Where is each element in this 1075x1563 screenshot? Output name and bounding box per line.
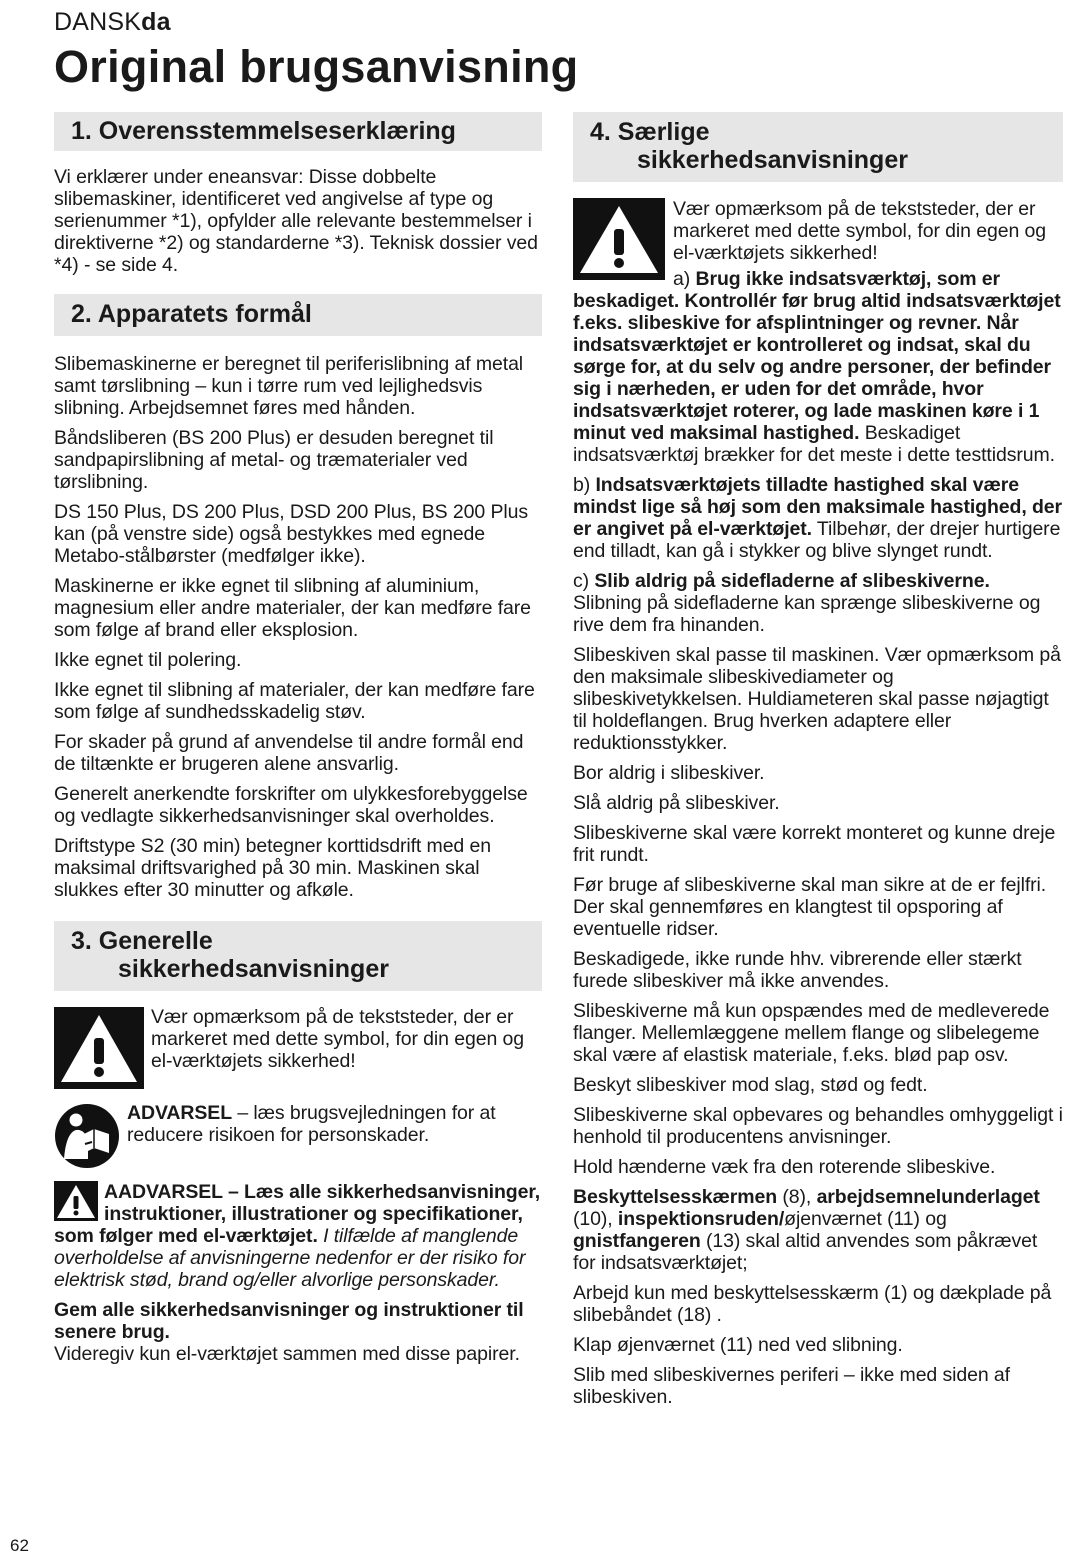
safety-paragraph: Slå aldrig på slibeskiver.	[573, 792, 780, 814]
purpose-paragraph: Generelt anerkendte forskrifter om ulykkesforebyggelse og vedlagte sikkerhedsanvisninger skal overholdes.	[54, 783, 528, 827]
safety-paragraph: Beskadigede, ikke runde hhv. vibrerende eller stærkt furede slibeskiver må ikke anvendes.	[573, 948, 1022, 992]
item-c-prefix: c)	[573, 570, 595, 592]
item-b-bold: Indsatsværktøjets tilladte hastighed skal være mindst lige så høj som den maksimale hastighed, der er angivet på el-værktøjet.	[573, 474, 1063, 540]
advarsel-label: ADVARSEL	[127, 1102, 233, 1124]
inspection-window-label: inspektionsruden/	[617, 1208, 785, 1230]
language-label	[54, 6, 171, 38]
item-c-bold: Slib aldrig på sidefladerne af slibeskiverne.	[594, 570, 990, 592]
small-warning-icon	[54, 1181, 98, 1221]
special-warning-text: Vær opmærksom på de tekststeder, der er markeret med dette symbol, for din egen og el-værktøjets sikkerhed!	[673, 198, 1046, 264]
item-b-rest: Tilbehør, der drejer hurtigere end tilladt, kan gå i stykker og blive slynget rundt.	[573, 518, 1061, 562]
safety-paragraph: Slibeskiverne skal opbevares og behandles omhyggeligt i henhold til producentens anvisninger.	[573, 1104, 1063, 1148]
declaration-text: Vi erklærer under eneansvar: Disse dobbelte slibemaskiner, identificeret ved angivelse af type og serienummer *1), opfylder alle relevante bestemmelser i direktiverne *2) og standarderne *3). Teknisk dossier ved *4) - se side 4.	[54, 166, 538, 276]
item-b-prefix: b)	[573, 474, 596, 496]
item-c-rest: Slibning på sidefladerne kan sprænge slibeskiverne og rive dem fra hinanden.	[573, 592, 1041, 636]
page-number: 62	[10, 1536, 29, 1555]
section-4-heading	[573, 112, 1063, 182]
purpose-paragraph: Maskinerne er ikke egnet til slibning af aluminium, magnesium eller andre materialer, der kan medføre fare som følge af brand eller eksplosion.	[54, 575, 531, 641]
section-3-heading-line1: 3. Generelle	[71, 927, 213, 955]
workpiece-rest-label: arbejdsemnelunderlaget	[816, 1186, 1040, 1208]
purpose-paragraph: Ikke egnet til polering.	[54, 649, 242, 671]
section-3-heading	[54, 921, 542, 991]
safety-paragraph: Arbejd kun med beskyttelsesskærm (1) og dækplade på slibebåndet (18) .	[573, 1282, 1052, 1326]
protection-paragraph	[573, 1186, 1063, 1274]
left-column	[54, 112, 542, 1365]
purpose-paragraph: DS 150 Plus, DS 200 Plus, DSD 200 Plus, BS 200 Plus kan (på venstre side) også bestykkes med egnede Metabo-stålbørster (medfølger ikke).	[54, 501, 528, 567]
item-a-bold: Brug ikke indsatsværktøj, som er beskadiget. Kontrollér før brug altid indsatsværktøjet f.eks. slibeskive for afsplintninger og revner. Når indsatsværktøjet er kontrolleret og indsat, skal du sørge for, at du selv og andre personer, der befinder sig i nærheden, er uden for det område, hvor indsatsværktøjet roterer, og lade maskinen køre i 1 minut ved maksimal hastighed.	[573, 268, 1061, 444]
purpose-paragraph: For skader på grund af anvendelse til andre formål end de tiltænkte er brugeren alene ansvarlig.	[54, 731, 524, 775]
section-1-heading: 1. Overensstemmelseserklæring	[54, 112, 542, 151]
aadvarsel-block	[54, 1181, 542, 1291]
keep-instructions-bold: Gem alle sikkerhedsanvisninger og instruktioner til senere brug.	[54, 1299, 524, 1343]
section-4-heading-line1: 4. Særlige	[590, 118, 710, 146]
item-a	[573, 268, 1063, 466]
general-warning-text: Vær opmærksom på de tekststeder, der er markeret med dette symbol, for din egen og el-værktøjets sikkerhed!	[151, 1006, 524, 1072]
aadvarsel-italic: I tilfælde af manglende overholdelse af anvisningerne nedenfor er der risiko for elektrisk stød, brand og/eller alvorlige personskader.	[54, 1225, 526, 1291]
aadvarsel-bold: AADVARSEL – Læs alle sikkerhedsanvisninger, instruktioner, illustrationer og specifikationer, som følger med el-værktøjet.	[54, 1181, 541, 1247]
safety-paragraph: Slibeskiverne må kun opspændes med de medleverede flanger. Mellemlæggene mellem flange og slibelegeme skal være af elastisk materiale, f.eks. blød pap osv.	[573, 1000, 1050, 1066]
safety-paragraph: Beskyt slibeskiver mod slag, stød og fedt.	[573, 1074, 928, 1096]
item-a-prefix: a)	[673, 268, 696, 290]
safety-paragraph: Slibeskiverne skal være korrekt monteret og kunne dreje frit rundt.	[573, 822, 1056, 866]
purpose-paragraph: Ikke egnet til slibning af materialer, der kan medføre fare som følge af sundhedsskadelig støv.	[54, 679, 535, 723]
keep-instructions-text	[54, 1299, 542, 1365]
safety-paragraph: Slib med slibeskivernes periferi – ikke med siden af slibeskiven.	[573, 1364, 1010, 1408]
advarsel-text	[127, 1102, 542, 1146]
right-column	[573, 112, 1063, 1408]
purpose-paragraph: Båndsliberen (BS 200 Plus) er desuden beregnet til sandpapirslibning af metal- og træmaterialer ved tørslibning.	[54, 427, 494, 493]
item-c	[573, 570, 1063, 636]
purpose-paragraph: Slibemaskinerne er beregnet til periferislibning af metal samt tørslibning – kun i tørre rum ved lejlighedsvis slibning. Arbejdsemnet føres med hånden.	[54, 353, 524, 419]
item-b	[573, 474, 1063, 562]
protection-text: (10),	[573, 1208, 618, 1230]
safety-paragraph: Klap øjenværnet (11) ned ved slibning.	[573, 1334, 903, 1356]
section-3-heading-line2: sikkerhedsanvisninger	[118, 955, 389, 983]
page-title: Original brugsanvisning	[54, 41, 579, 92]
language-code: da	[141, 8, 171, 36]
general-warning-block	[54, 1007, 542, 1089]
item-a-rest: Beskadiget indsatsværktøj brækker for det meste i dette testtidsrum.	[573, 422, 1055, 466]
special-warning-block	[573, 198, 1063, 466]
protection-guard-label: Beskyttelsesskærmen	[573, 1186, 778, 1208]
warning-triangle-icon	[54, 1007, 144, 1089]
aadvarsel-text	[54, 1181, 542, 1291]
protection-text: øjenværnet (11) og	[784, 1208, 947, 1230]
read-manual-icon	[54, 1103, 120, 1169]
language-name: DANSK	[54, 8, 142, 36]
safety-paragraph: Slibeskiven skal passe til maskinen. Vær opmærksom på den maksimale slibeskivediameter og slibeskivetykkelsen. Huldiameteren skal passe nøjagtigt til holdeflangen. Brug hverken adaptere eller reduktionsstykker.	[573, 644, 1061, 754]
section-4-heading-line2: sikkerhedsanvisninger	[637, 146, 908, 174]
read-manual-block	[54, 1103, 542, 1169]
safety-paragraph: Før bruge af slibeskiverne skal man sikre at de er fejlfri. Der skal gennemføres en klangtest til opsporing af eventuelle ridser.	[573, 874, 1047, 940]
advarsel-rest: – læs brugsvejledningen for at reducere risikoen for personskader.	[127, 1102, 496, 1146]
safety-paragraph: Bor aldrig i slibeskiver.	[573, 762, 765, 784]
protection-text: (13) skal altid anvendes som påkrævet for indsatsværktøjet;	[573, 1230, 1038, 1274]
section-2-heading: 2. Apparatets formål	[54, 294, 542, 336]
purpose-paragraph: Driftstype S2 (30 min) betegner korttidsdrift med en maksimal driftsvarighed på 30 min. Maskinen skal slukkes efter 30 minutter og afkøle.	[54, 835, 491, 901]
keep-instructions-rest: Videregiv kun el-værktøjet sammen med disse papirer.	[54, 1343, 520, 1365]
safety-paragraph: Hold hænderne væk fra den roterende slibeskive.	[573, 1156, 996, 1178]
spark-arrester-label: gnistfangeren	[573, 1230, 701, 1252]
warning-triangle-icon	[573, 198, 665, 280]
protection-text: (8),	[777, 1186, 817, 1208]
